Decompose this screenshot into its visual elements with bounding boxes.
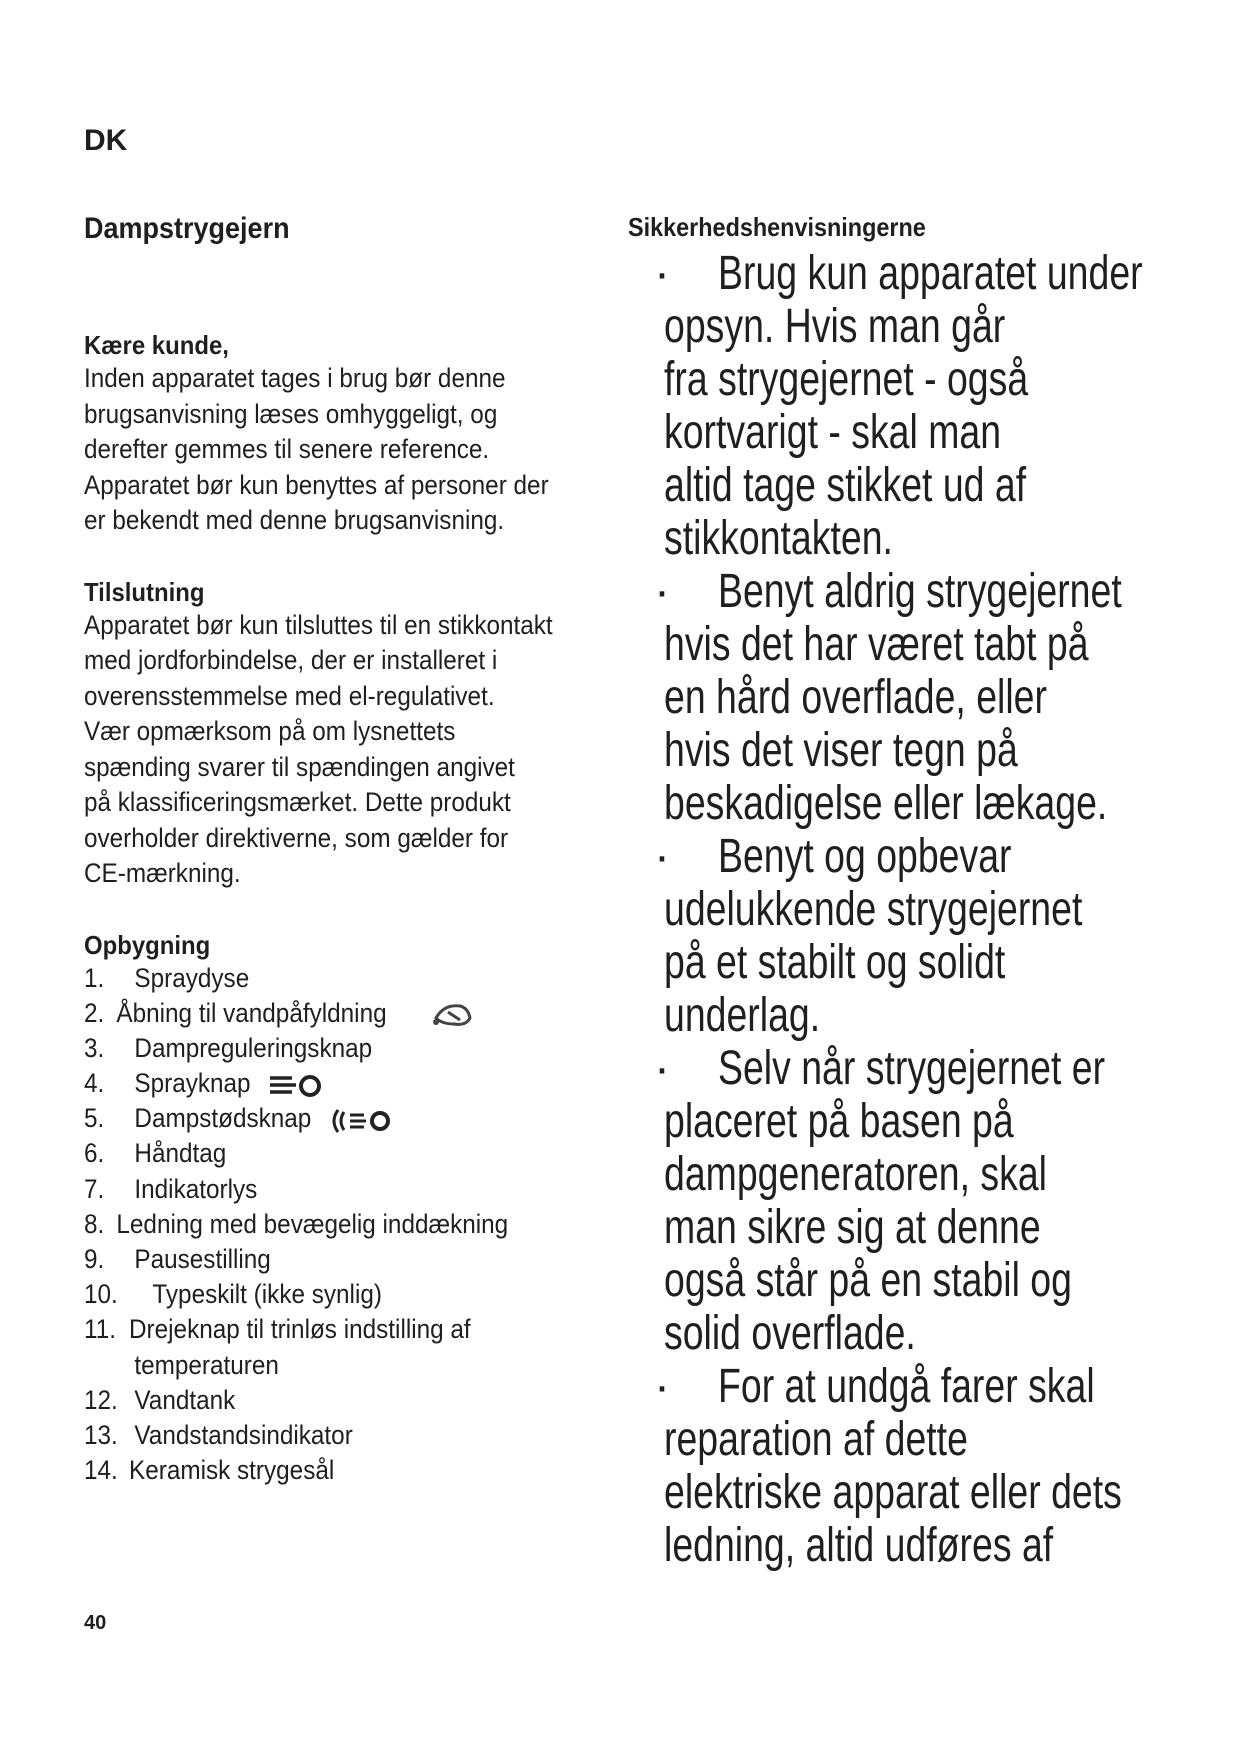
bullet-line: udelukkende strygejernet bbox=[664, 883, 1083, 936]
item-label: Keramisk strygesål bbox=[129, 1455, 335, 1486]
bullet-line: · Benyt aldrig strygejernet bbox=[654, 565, 1122, 618]
bullet-line: en hård overflade, eller bbox=[664, 671, 1047, 724]
text-line: Apparatet bør kun benyttes af personer der bbox=[84, 469, 549, 500]
item-number: 5. bbox=[84, 1103, 105, 1134]
bullet-icon: · bbox=[654, 1042, 670, 1095]
spray-icon bbox=[268, 1072, 324, 1100]
bullet-line: også står på en stabil og bbox=[664, 1254, 1072, 1307]
list-item bbox=[84, 1348, 624, 1383]
bullet-line: kortvarigt - skal man bbox=[664, 406, 1002, 459]
parts-section bbox=[84, 930, 624, 1489]
item-number: 12. bbox=[84, 1384, 118, 1415]
left-column bbox=[84, 212, 624, 1488]
list-item bbox=[84, 1172, 624, 1207]
connection-text bbox=[84, 608, 624, 892]
greeting-text bbox=[84, 361, 624, 539]
list-item bbox=[84, 1066, 624, 1101]
bullet-line: reparation af dette bbox=[664, 1413, 968, 1466]
item-label: Indikatorlys bbox=[134, 1173, 258, 1204]
bullet-icon: · bbox=[654, 247, 670, 300]
list-item bbox=[84, 1031, 624, 1066]
text-line: på klassificeringsmærket. Dette produkt bbox=[84, 787, 511, 817]
text-line: Apparatet bør kun tilsluttes til en stikkontakt bbox=[84, 609, 553, 640]
bullet-line: · Benyt og opbevar bbox=[654, 830, 1012, 883]
item-number: 7. bbox=[84, 1173, 105, 1204]
water-fill-icon bbox=[430, 998, 474, 1030]
item-label: Åbning til vandpåfyldning bbox=[116, 997, 387, 1028]
bullet-line: fra strygejernet - også bbox=[664, 353, 1029, 406]
list-item bbox=[84, 1383, 624, 1418]
bullet-line: dampgeneratoren, skal bbox=[664, 1148, 1047, 1201]
language-code: DK bbox=[84, 124, 128, 157]
page-number: 40 bbox=[84, 1612, 107, 1634]
item-label: Dampstødsknap bbox=[134, 1103, 312, 1134]
bullet-line: · Selv når strygejernet er bbox=[654, 1042, 1106, 1095]
bullet-line: hvis det har været tabt på bbox=[664, 618, 1089, 671]
bullet-line: placeret på basen på bbox=[664, 1095, 1014, 1148]
list-item bbox=[84, 1312, 624, 1347]
text-line: derefter gemmes til senere reference. bbox=[84, 434, 490, 464]
item-label: Vandtank bbox=[134, 1384, 236, 1415]
connection-section bbox=[84, 577, 624, 892]
item-label: Ledning med bevægelig inddækning bbox=[116, 1208, 509, 1239]
list-item bbox=[84, 1453, 624, 1488]
text-line: overensstemmelse med el-regulativet. bbox=[84, 680, 495, 711]
parts-list bbox=[84, 961, 624, 1489]
text-line: spænding svarer til spændingen angivet bbox=[84, 751, 515, 782]
parts-heading: Opbygning bbox=[84, 929, 211, 960]
bullet-icon: · bbox=[654, 830, 670, 883]
safety-bullets bbox=[628, 247, 1218, 1572]
item-number: 4. bbox=[84, 1068, 105, 1099]
item-number: 10. bbox=[84, 1279, 118, 1310]
connection-heading: Tilslutning bbox=[84, 576, 205, 607]
bullet-icon: · bbox=[654, 565, 670, 618]
bullet-line: altid tage stikket ud af bbox=[664, 459, 1027, 512]
greeting-section bbox=[84, 330, 624, 539]
list-item bbox=[84, 996, 624, 1031]
text-line: med jordforbindelse, der er installeret i bbox=[84, 645, 498, 675]
greeting-heading: Kære kunde, bbox=[84, 330, 229, 360]
item-label: Dampreguleringsknap bbox=[134, 1032, 373, 1063]
item-label: Drejeknap til trinløs indstilling af bbox=[129, 1314, 471, 1345]
text-line: er bekendt med denne brugsanvisning. bbox=[84, 505, 505, 535]
text-line: brugsanvisning læses omhyggeligt, og bbox=[84, 398, 498, 429]
item-number: 1. bbox=[84, 962, 105, 993]
item-label: Spraydyse bbox=[134, 962, 250, 993]
item-label: Sprayknap bbox=[134, 1068, 251, 1099]
safety-heading: Sikkerhedshenvisningerne bbox=[628, 212, 926, 242]
item-number: 9. bbox=[84, 1244, 105, 1274]
item-label: Håndtag bbox=[134, 1138, 227, 1169]
item-label: Typeskilt (ikke synlig) bbox=[152, 1279, 382, 1310]
item-number: 13. bbox=[84, 1419, 118, 1450]
item-number: 11. bbox=[84, 1314, 116, 1345]
bullet-icon: · bbox=[654, 1360, 670, 1413]
bullet-line: stikkontakten. bbox=[664, 512, 893, 565]
right-column bbox=[628, 212, 1218, 1572]
bullet-line: · For at undgå farer skal bbox=[654, 1360, 1095, 1413]
text-line: overholder direktiverne, som gælder for bbox=[84, 822, 509, 853]
item-label: Vandstandsindikator bbox=[134, 1419, 353, 1450]
list-item bbox=[84, 1101, 624, 1136]
bullet-line: opsyn. Hvis man går bbox=[664, 300, 1006, 353]
item-number: 8. bbox=[84, 1208, 105, 1239]
item-number: 2. bbox=[84, 997, 105, 1028]
bullet-line: elektriske apparat eller dets bbox=[664, 1466, 1122, 1519]
bullet-line: ledning, altid udføres af bbox=[664, 1519, 1054, 1572]
bullet-line: solid overflade. bbox=[664, 1307, 916, 1360]
item-label: temperaturen bbox=[134, 1349, 279, 1380]
list-item bbox=[84, 1418, 624, 1453]
bullet-line: · Brug kun apparatet under bbox=[654, 247, 1143, 300]
text-line: Inden apparatet tages i brug bør denne bbox=[84, 363, 506, 393]
text-line: Vær opmærksom på om lysnettets bbox=[84, 716, 456, 746]
document-title: Dampstrygejern bbox=[84, 212, 290, 245]
list-item bbox=[84, 1207, 624, 1242]
list-item bbox=[84, 1277, 624, 1312]
item-number: 3. bbox=[84, 1032, 105, 1063]
steam-burst-icon bbox=[330, 1107, 394, 1135]
item-number: 6. bbox=[84, 1138, 105, 1169]
list-item bbox=[84, 1136, 624, 1171]
bullet-line: beskadigelse eller lækage. bbox=[664, 777, 1108, 830]
item-label: Pausestilling bbox=[134, 1244, 271, 1274]
list-item bbox=[84, 961, 624, 996]
text-line: CE-mærkning. bbox=[84, 858, 241, 888]
bullet-line: på et stabilt og solidt bbox=[664, 936, 1006, 989]
bullet-line: hvis det viser tegn på bbox=[664, 724, 1018, 777]
bullet-line: man sikre sig at denne bbox=[664, 1201, 1041, 1254]
list-item bbox=[84, 1242, 624, 1277]
item-number: 14. bbox=[84, 1455, 118, 1486]
bullet-line: underlag. bbox=[664, 989, 821, 1042]
